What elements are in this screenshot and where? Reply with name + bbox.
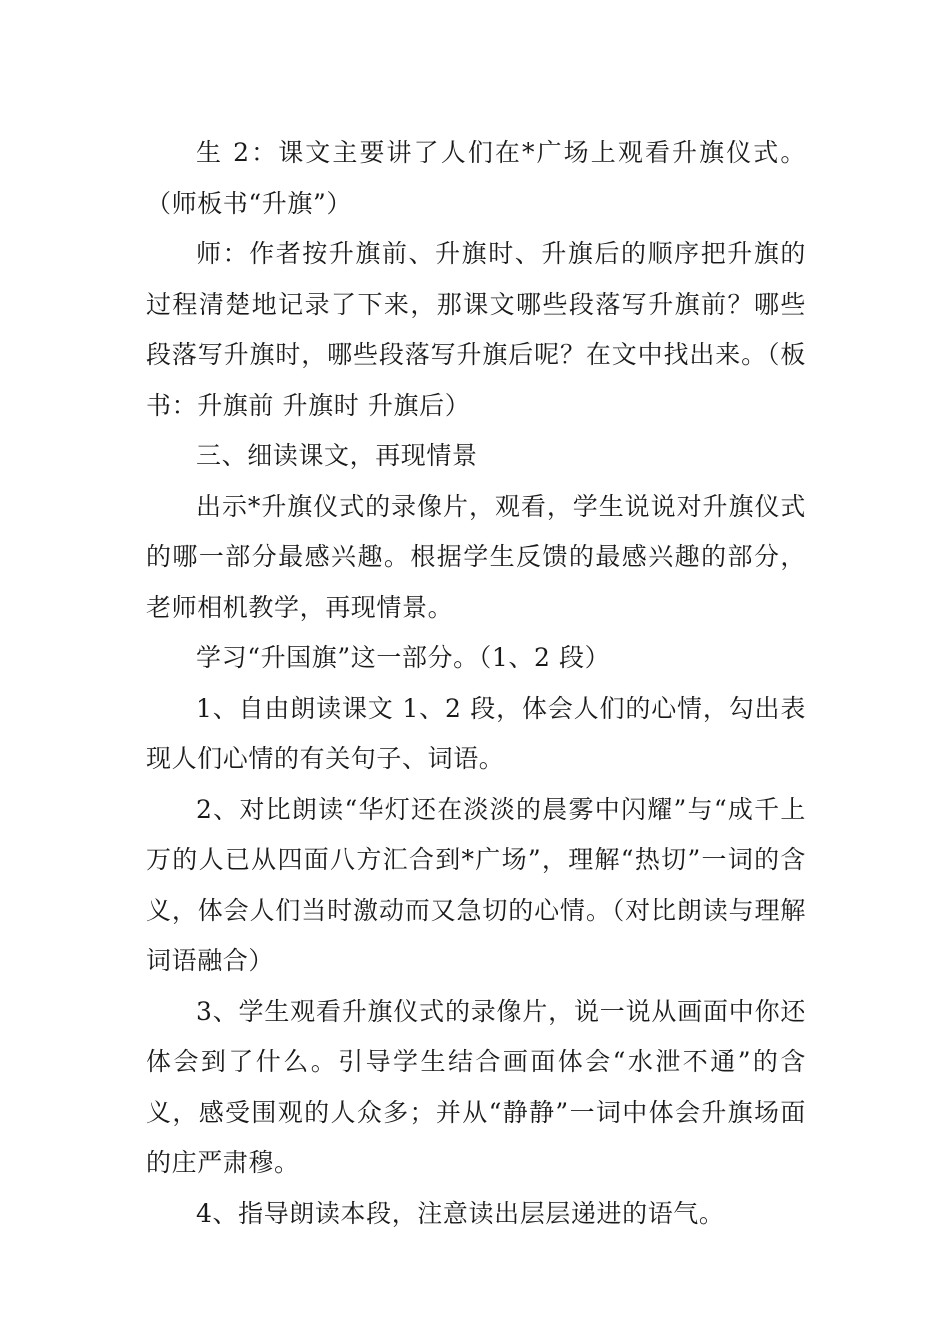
list-item: 1、自由朗读课文 1、2 段，体会人们的心情，勾出表现人们心情的有关句子、词语。: [146, 693, 806, 773]
list-item: 3、学生观看升旗仪式的录像片，说一说从画面中你还体会到了什么。引导学生结合画面体会“水泄不通”的含义，感受围观的人众多；并从“静静”一词中体会升旗场面的庄严肃穆。: [146, 996, 806, 1177]
paragraph: 生 2：课文主要讲了人们在*广场上观看升旗仪式。（师板书“升旗”）: [146, 138, 806, 218]
paragraph: 学习“升国旗”这一部分。（1、2 段）: [196, 643, 611, 672]
section-heading: 三、细读课文，再现情景: [196, 441, 478, 470]
list-item: 2、对比朗读“华灯还在淡淡的晨雾中闪耀”与“成千上万的人已从四面八方汇合到*广场”，理解“热切”一词的含义，体会人们当时激动而又急切的心情。（对比朗读与理解词语融合）: [146, 794, 806, 975]
document-body: [146, 128, 806, 1239]
paragraph: 师：作者按升旗前、升旗时、升旗后的顺序把升旗的过程清楚地记录了下来，那课文哪些段落写升旗前？哪些段落写升旗时，哪些段落写升旗后呢？在文中找出来。（板书：升旗前 升旗时 升旗后）: [146, 239, 806, 420]
list-item: 4、指导朗读本段，注意读出层层递进的语气。: [196, 1198, 725, 1228]
paragraph: 出示*升旗仪式的录像片，观看，学生说说对升旗仪式的哪一部分最感兴趣。根据学生反馈的最感兴趣的部分，老师相机教学，再现情景。: [146, 491, 806, 622]
